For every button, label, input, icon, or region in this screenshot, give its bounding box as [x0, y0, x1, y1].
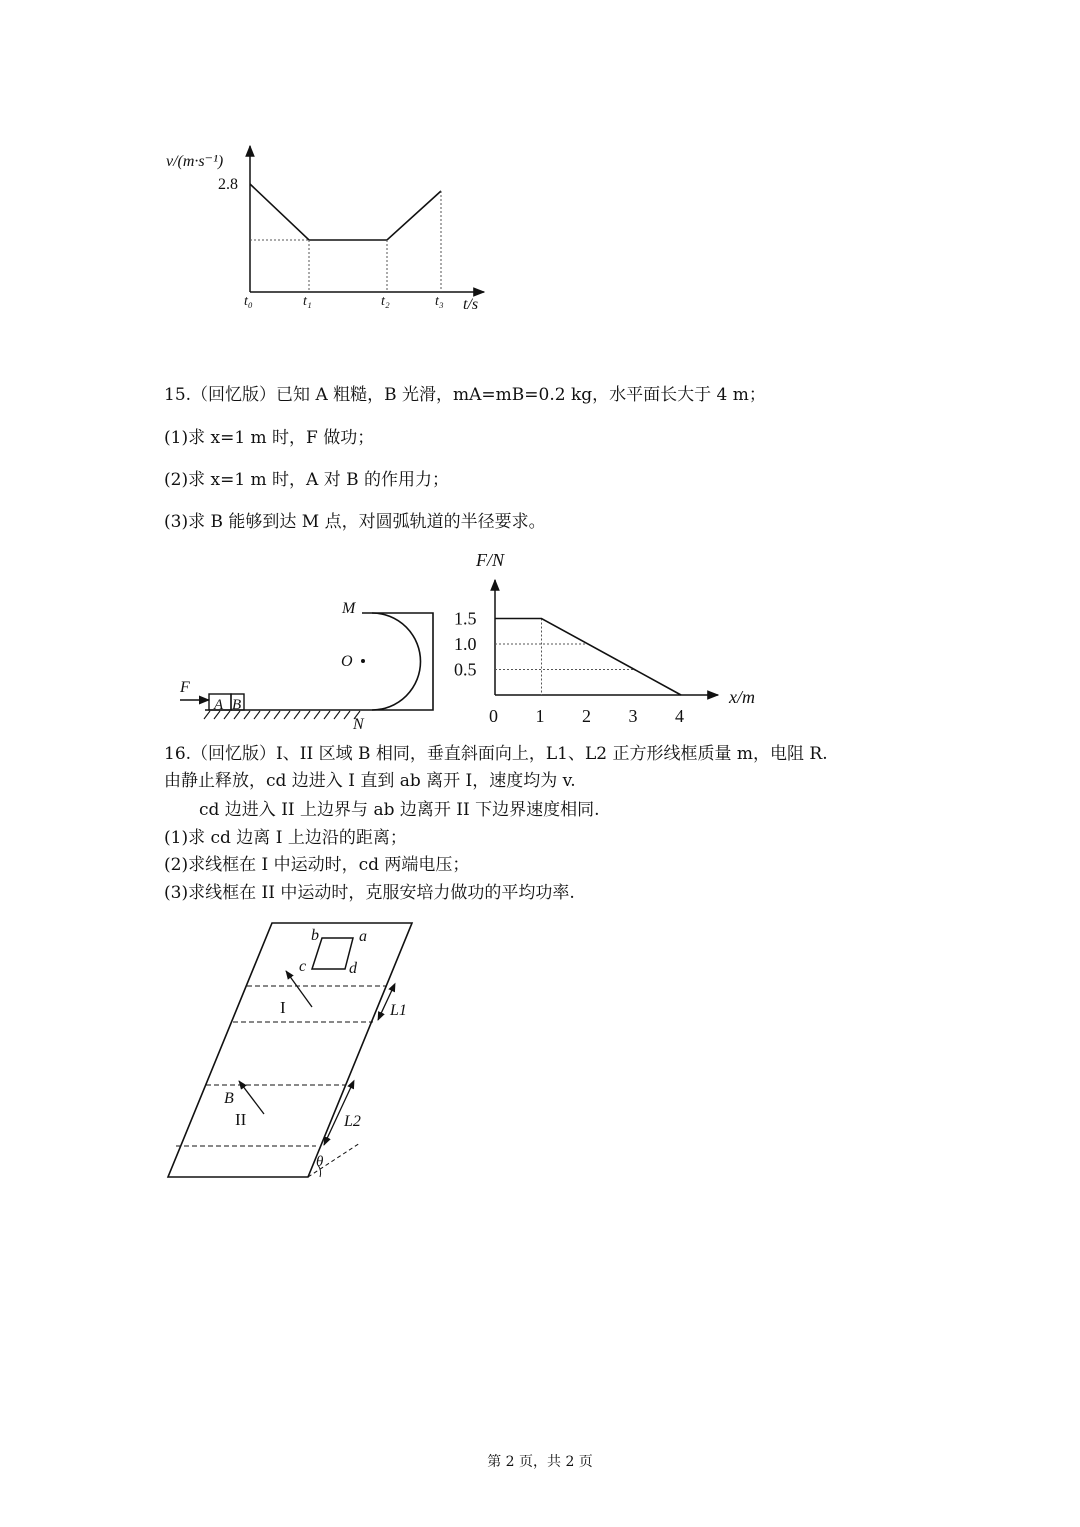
ground-hatching [204, 711, 360, 719]
force-displacement-graph [440, 545, 780, 735]
t-tick-label: t₂ [381, 294, 390, 309]
t-axis-label: t/s [463, 296, 479, 313]
x-tick-label: 0 [489, 706, 498, 726]
x-tick-label: 3 [628, 706, 638, 726]
v-tick-label: 2.8 [218, 176, 238, 193]
q15-part1: (1)求 x=1 m 时，F 做功； [164, 428, 375, 448]
block-b-label: B [232, 697, 242, 713]
q16-part2: (2)求线框在 I 中运动时，cd 两端电压； [164, 855, 470, 875]
v-axis-label: v/(m·s⁻¹) [166, 153, 224, 170]
center-o-label: O [341, 653, 353, 670]
corner-c-label: c [299, 958, 307, 975]
f-tick-label: 1.0 [454, 634, 477, 654]
semicircle-track [362, 613, 421, 710]
f-tick-label: 1.5 [454, 608, 477, 629]
x-tick-label: 4 [675, 706, 684, 726]
incline-figure [160, 915, 440, 1185]
field-b-label: B [224, 1090, 234, 1107]
q16-line2: 由静止释放，cd 边进入 I 直到 ab 离开 I，速度均为 v. [164, 771, 576, 791]
block-a-label: A [214, 697, 224, 713]
region2-label: II [235, 1110, 247, 1129]
q16-line1: 16.（回忆版）I、II 区域 B 相同，垂直斜面向上，L1、L2 正方形线框质量 m，电阻 R. [164, 744, 828, 764]
track-diagram [0, 0, 440, 200]
field-arrow-1 [286, 971, 312, 1007]
t-tick-label: t₃ [435, 294, 444, 309]
force-curve [495, 619, 681, 696]
l2-label: L2 [344, 1113, 361, 1130]
force-label: F [180, 679, 190, 696]
page-footer: 第 2 页，共 2 页 [487, 1454, 593, 1470]
point-n-label: N [353, 716, 364, 733]
incline-plane [168, 923, 412, 1177]
x-axis-label: x/m [729, 687, 755, 707]
corner-d-label: d [349, 960, 357, 977]
f-tick-label: 0.5 [454, 659, 477, 680]
center-dot [361, 659, 365, 663]
q16-line3: cd 边进入 II 上边界与 ab 边离开 II 下边界速度相同. [199, 800, 600, 820]
l1-label: L1 [390, 1002, 407, 1019]
q15-part3: (3)求 B 能够到达 M 点，对圆弧轨道的半径要求。 [164, 512, 546, 532]
t-tick-label: t₀ [244, 294, 253, 309]
theta-label: θ [316, 1154, 324, 1170]
t-tick-label: t₁ [303, 294, 312, 309]
x-tick-label: 1 [535, 706, 545, 726]
q16-part1: (1)求 cd 边离 I 上边沿的距离； [164, 828, 407, 848]
point-m-label: M [342, 600, 356, 617]
q15-part2: (2)求 x=1 m 时，A 对 B 的作用力； [164, 470, 450, 490]
corner-a-label: a [359, 928, 367, 945]
f-axis-label: F/N [476, 550, 505, 570]
region1-label: I [280, 998, 286, 1017]
corner-b-label: b [311, 927, 319, 944]
track-frame [360, 613, 433, 710]
q15-stem: 15.（回忆版）已知 A 粗糙，B 光滑，mA=mB=0.2 kg，水平面长大于 4 m； [164, 385, 766, 405]
q16-part3: (3)求线框在 II 中运动时，克服安培力做功的平均功率. [164, 883, 575, 903]
track-figure [160, 595, 460, 735]
x-tick-label: 2 [582, 706, 591, 726]
